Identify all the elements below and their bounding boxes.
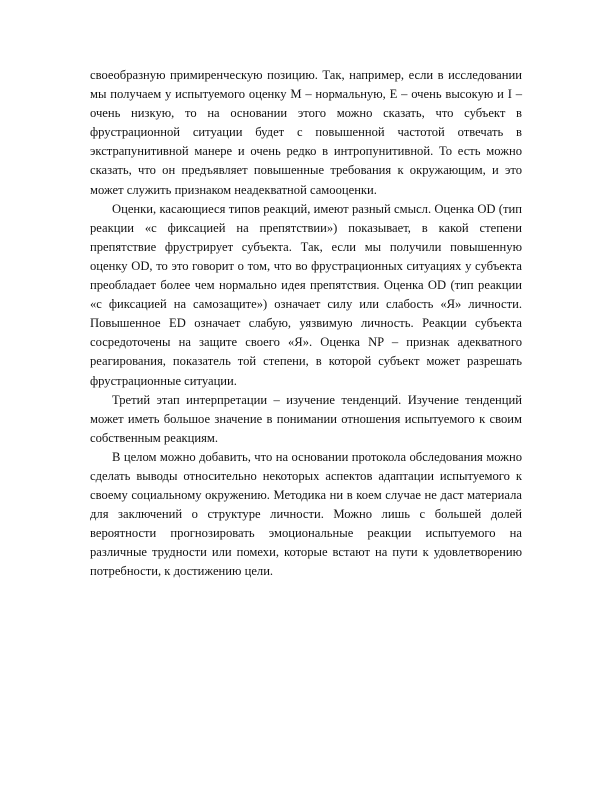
body-text — [90, 66, 522, 582]
paragraph-2: Оценки, касающиеся типов реакций, имеют разный смысл. Оценка OD (тип реакции «с фиксацией на препятствии») показывает, в какой степени препятствие фрустрирует субъекта. Так, если мы получили повышенную оценку OD, то это говорит о том, что во фрустрационных ситуациях у субъекта преобладает более чем нормально идея препятствия. Оценка OD (тип реакции «с фиксацией на самозащите») означает силу или слабость «Я» личности. Повышенное ED означает слабую, уязвимую личность. Реакции субъекта сосредоточены на защите своего «Я». Оценка NP – признак адекватного реагирования, показатель той степени, в которой субъект может разрешать фрустрационные ситуации. — [90, 201, 522, 388]
paragraph-4: В целом можно добавить, что на основании протокола обследования можно сделать выводы относительно некоторых аспектов адаптации испытуемого к своему социальному окружению. Методика ни в коем случае не даст материала для заключений о структуре личности. Можно лишь с большей долей вероятности прогнозировать эмоциональные реакции испытуемого на различные трудности или помехи, которые встают на пути к удовлетворению потребности, к достижению цели. — [90, 449, 522, 579]
paragraph-3: Третий этап интерпретации – изучение тенденций. Изучение тенденций может иметь большое значение в понимании отношения испытуемого к своим собственным реакциям. — [90, 392, 522, 445]
paragraph-1: своеобразную примиренческую позицию. Так, например, если в исследовании мы получаем у испытуемого оценку М – нормальную, Е – очень высокую и I – очень низкую, то на основании этого можно сказать, что субъект в фрустрационной ситуации будет с повышенной частотой отвечать в экстрапунитивной манере и очень редко в интропунитивной. То есть можно сказать, что он предъявляет повышенные требования к окружающим, и это может служить признаком неадекватной самооценки. — [90, 68, 522, 197]
